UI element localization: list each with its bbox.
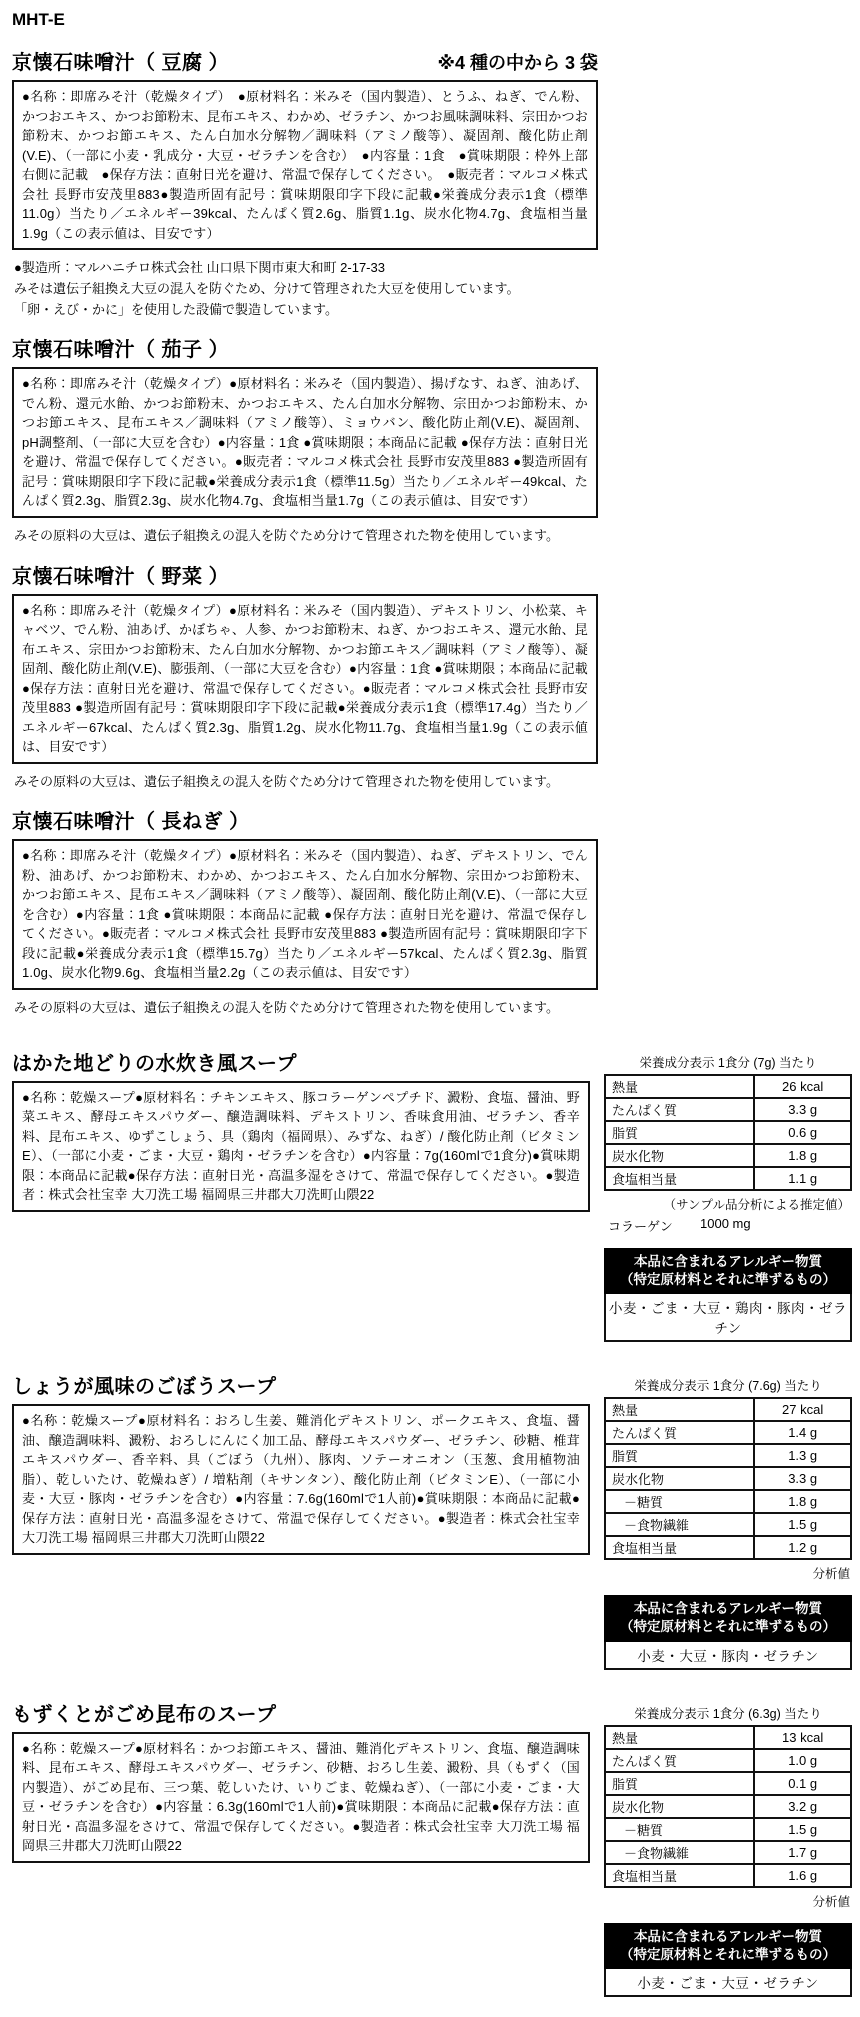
nutrition-value: 1.0 g — [754, 1749, 851, 1772]
section-title: しょうが風味のごぼうスープ — [12, 1376, 277, 1399]
nutrition-label: －食物繊維 — [605, 1841, 754, 1864]
nutrition-label: たんぱく質 — [605, 1098, 754, 1121]
section-miso-vegetable — [12, 560, 598, 793]
nutrition-label: 食塩相当量 — [605, 1536, 754, 1559]
note-line: みその原料の大豆は、遺伝子組換えの混入を防ぐため分けて管理された物を使用しています。 — [14, 527, 559, 543]
nutrition-value: 1.6 g — [754, 1864, 851, 1887]
nutrition-label: 熱量 — [605, 1075, 754, 1098]
nutrition-row — [605, 1726, 851, 1749]
nutrition-row — [605, 1421, 851, 1444]
nutrition-panel — [604, 1370, 852, 1669]
nutrition-value: 1.5 g — [754, 1513, 851, 1536]
section-title: 京懐石味噌汁（ 長ねぎ ） — [12, 811, 250, 834]
nutrition-value: 1.4 g — [754, 1421, 851, 1444]
nutrition-row — [605, 1772, 851, 1795]
allergy-header-line1: 本品に含まれるアレルギー物質 — [633, 1253, 823, 1269]
nutrition-value: 1.7 g — [754, 1841, 851, 1864]
nutrition-row — [605, 1398, 851, 1421]
nutrition-label: 炭水化物 — [605, 1144, 754, 1167]
product-info-box: ●名称：乾燥スープ●原材料名：チキンエキス、豚コラーゲンペプチド、澱粉、食塩、醤油、野菜エキス、酵母エキスパウダー、醸造調味料、デキストリン、香味食用油、ゼラチン、香辛料、昆布エキス、ゆずこしょう、具（鶏肉（福岡県）、みずな、ねぎ）/ 酸化防止剤（ビタミンE）、（一部に小麦・ごま・大豆・鶏肉・ゼラチンを含む）●内容量：7g(160mlで1食分)●賞味期限：本商品に記載●保存方法：直射日光・高温多湿をさけて、常温で保存してください。●製造者：株式会社宝幸 大刀洗工場 福岡県三井郡大刀洗町山隈22 — [12, 1081, 590, 1212]
allergy-header-line2: （特定原材料とそれに準ずるもの） — [620, 1619, 836, 1635]
nutrition-label: 脂質 — [605, 1772, 754, 1795]
allergy-header — [604, 1595, 852, 1641]
allergy-box — [604, 1248, 852, 1342]
allergy-header-line1: 本品に含まれるアレルギー物質 — [633, 1601, 823, 1617]
nutrition-row — [605, 1841, 851, 1864]
nutrition-value: 1.8 g — [754, 1490, 851, 1513]
nutrition-label: 炭水化物 — [605, 1467, 754, 1490]
doc-code: MHT-E — [12, 10, 65, 29]
nutrition-label: たんぱく質 — [605, 1421, 754, 1444]
nutrition-table — [604, 1725, 852, 1888]
nutrition-value: 27 kcal — [754, 1398, 851, 1421]
nutrition-title: 栄養成分表示 1食分 (7g) 当たり — [639, 1055, 817, 1070]
nutrition-value: 13 kcal — [754, 1726, 851, 1749]
allergy-box — [604, 1595, 852, 1669]
nutrition-row — [605, 1167, 851, 1190]
allergy-box — [604, 1923, 852, 1997]
allergy-header-line1: 本品に含まれるアレルギー物質 — [633, 1928, 823, 1944]
nutrition-value: 1.2 g — [754, 1536, 851, 1559]
nutrition-label: 脂質 — [605, 1444, 754, 1467]
nutrition-label: たんぱく質 — [605, 1749, 754, 1772]
nutrition-label: 熱量 — [605, 1398, 754, 1421]
product-info-box: ●名称：乾燥スープ●原材料名：かつお節エキス、醤油、難消化デキストリン、食塩、醸造調味料、昆布エキス、酵母エキスパウダー、ゼラチン、砂糖、おろし生姜、澱粉、具（もずく（国内製造）、がごめ昆布、三つ葉、乾しいたけ、いりごま、乾燥ねぎ）、（一部に小麦・ごま・大豆・ゼラチンを含む）●内容量：6.3g(160mlで1人前)●賞味期限：本商品に記載●保存方法：直射日光・高温多湿をさけて、常温で保存してください。●製造者：株式会社宝幸 大刀洗工場 福岡県三井郡大刀洗町山隈22 — [12, 1732, 590, 1863]
section-title: 京懐石味噌汁（ 豆腐 ） — [12, 52, 230, 74]
nutrition-label: 炭水化物 — [605, 1795, 754, 1818]
nutrition-row — [605, 1795, 851, 1818]
product-info-box: ●名称：乾燥スープ●原材料名：おろし生姜、難消化デキストリン、ポークエキス、食塩、醤油、醸造調味料、澱粉、おろしにんにく加工品、酵母エキスパウダー、ゼラチン、砂糖、椎茸エキスパウダー、香辛料、具（ごぼう（九州）、豚肉、ソテーオニオン（玉葱、食用植物油脂）、乾しいたけ、乾燥ねぎ）/ 増粘剤（キサンタン）、酸化防止剤（ビタミンE）、（一部に小麦・大豆・豚肉・ゼラチンを含む）●内容量：7.6g(160mlで1人前)●賞味期限：本商品に記載●保存方法：直射日光・高温多湿をさけて、常温で保存してください。●製造者：株式会社宝幸 大刀洗工場 福岡県三井郡大刀洗町山隈22 — [12, 1404, 590, 1555]
collagen-label: コラーゲン — [608, 1218, 673, 1234]
nutrition-row — [605, 1864, 851, 1887]
section-miso-tofu — [12, 46, 598, 320]
nutrition-value: 0.1 g — [754, 1772, 851, 1795]
section-notes — [14, 526, 598, 547]
collagen-row — [604, 1216, 852, 1235]
section-miso-eggplant — [12, 333, 598, 546]
pack-count-note: ※4 種の中から 3 袋 — [437, 53, 598, 73]
nutrition-value: 3.3 g — [754, 1467, 851, 1490]
nutrition-label: 食塩相当量 — [605, 1864, 754, 1887]
nutrition-row — [605, 1536, 851, 1559]
section-soup-hakata — [12, 1047, 848, 1342]
nutrition-row — [605, 1098, 851, 1121]
nutrition-footnote: 分析値 — [812, 1567, 850, 1582]
section-notes — [14, 772, 598, 793]
nutrition-label: －糖質 — [605, 1490, 754, 1513]
nutrition-table — [604, 1397, 852, 1560]
section-title: はかた地どりの水炊き風スープ — [12, 1052, 297, 1075]
nutrition-row — [605, 1490, 851, 1513]
nutrition-value: 3.2 g — [754, 1795, 851, 1818]
product-info-box: ●名称：即席みそ汁（乾燥タイプ）●原材料名：米みそ（国内製造）、デキストリン、小松菜、キャベツ、でん粉、油あげ、かぼちゃ、人参、かつお節粉末、ねぎ、かつおエキス、還元水飴、昆布エキス、宗田かつお節粉末、たん白加水分解物、かつお節エキス／調味料（アミノ酸等）、凝固剤、酸化防止剤(V.E)、膨張剤、（一部に大豆を含む）●内容量：1食 ●賞味期限；本商品に記載 ●保存方法：直射日光を避け、常温で保存してください。●販売者：マルコメ株式会社 長野市安茂里883 ●製造所固有記号：賞味期限印字下段に記載●栄養成分表示1食（標準17.4g）当たり／エネルギー67kcal、たんぱく質2.3g、脂質1.2g、炭水化物11.7g、食塩相当量1.9g（この表示値は、目安です） — [12, 594, 598, 764]
nutrition-row — [605, 1121, 851, 1144]
note-line: みその原料の大豆は、遺伝子組換えの混入を防ぐため分けて管理された物を使用しています。 — [14, 999, 559, 1015]
product-info-box: ●名称：即席みそ汁（乾燥タイプ）●原材料名：米みそ（国内製造）、ねぎ、デキストリン、でん粉、油あげ、かつお節粉末、わかめ、かつおエキス、たん白加水分解物、宗田かつお節粉末、かつお節エキス、昆布エキス／調味料（アミノ酸等）、凝固剤、酸化防止剤(V.E)、（一部に大豆を含む）●内容量：1食 ●賞味期限：本商品に記載 ●保存方法：直射日光を避け、常温で保存してください。●販売者：マルコメ株式会社 長野市安茂里883 ●製造所固有記号：賞味期限印字下段に記載●栄養成分表示1食（標準15.7g）当たり／エネルギー57kcal、たんぱく質2.3g、脂質1.0g、炭水化物9.6g、食塩相当量2.2g（この表示値は、目安です） — [12, 839, 598, 990]
allergy-header — [604, 1248, 852, 1294]
nutrition-row — [605, 1513, 851, 1536]
allergy-items: 小麦・大豆・豚肉・ゼラチン — [604, 1642, 852, 1670]
section-miso-leek — [12, 805, 598, 1018]
nutrition-row — [605, 1144, 851, 1167]
nutrition-label: 脂質 — [605, 1121, 754, 1144]
nutrition-value: 1.1 g — [754, 1167, 851, 1190]
note-line: ●製造所：マルハニチロ株式会社 山口県下関市東大和町 2-17-33 — [14, 260, 385, 275]
allergy-items: 小麦・ごま・大豆・鶏肉・豚肉・ゼラチン — [604, 1294, 852, 1342]
allergy-header — [604, 1923, 852, 1969]
nutrition-table — [604, 1074, 852, 1191]
section-title: 京懐石味噌汁（ 野菜 ） — [12, 565, 230, 588]
section-soup-ginger-burdock — [12, 1370, 848, 1669]
nutrition-footnote: （サンプル品分析による推定値） — [663, 1197, 850, 1212]
nutrition-row — [605, 1444, 851, 1467]
nutrition-value: 1.3 g — [754, 1444, 851, 1467]
nutrition-label: －食物繊維 — [605, 1513, 754, 1536]
nutrition-row — [605, 1467, 851, 1490]
nutrition-value: 1.5 g — [754, 1818, 851, 1841]
product-info-box: ●名称：即席みそ汁（乾燥タイプ） ●原材料名：米みそ（国内製造）、とうふ、ねぎ、でん粉、かつおエキス、かつお節粉末、昆布エキス、わかめ、ゼラチン、かつお風味調味料、宗田かつお節粉末、かつお節エキス、たん白加水分解物／調味料（アミノ酸等）、凝固剤、酸化防止剤(V.E)、（一部に小麦・乳成分・大豆・ゼラチンを含む） ●内容量：1食 ●賞味期限：枠外上部右側に記載 ●保存方法：直射日光を避け、常温で保存してください。 ●販売者：マルコメ株式会社 長野市安茂里883●製造所固有記号：賞味期限印字下段に記載●栄養成分表示1食（標準11.0g）当たり／エネルギー39kcal、たんぱく質2.6g、脂質1.1g、炭水化物4.7g、食塩相当量1.9g（この表示値は、目安です） — [12, 80, 598, 250]
allergy-items: 小麦・ごま・大豆・ゼラチン — [604, 1969, 852, 1997]
nutrition-value: 0.6 g — [754, 1121, 851, 1144]
nutrition-value: 1.8 g — [754, 1144, 851, 1167]
nutrition-label: 食塩相当量 — [605, 1167, 754, 1190]
collagen-value: 1000 mg — [700, 1215, 751, 1231]
nutrition-row — [605, 1818, 851, 1841]
note-line: 「卵・えび・かに」を使用した設備で製造しています。 — [14, 301, 338, 317]
allergy-header-line2: （特定原材料とそれに準ずるもの） — [620, 1946, 836, 1962]
section-notes — [14, 998, 598, 1019]
product-info-box: ●名称：即席みそ汁（乾燥タイプ）●原材料名：米みそ（国内製造）、揚げなす、ねぎ、油あげ、でん粉、還元水飴、かつお節粉末、かつおエキス、たん白加水分解物、宗田かつお節粉末、かつお節エキス、昆布エキス／調味料（アミノ酸等）、ミョウバン、酸化防止剤(V.E)、凝固剤、pH調整剤、（一部に大豆を含む）●内容量：1食 ●賞味期限；本商品に記載 ●保存方法：直射日光を避け、常温で保存してください。●販売者：マルコメ株式会社 長野市安茂里883 ●製造所固有記号：賞味期限印字下段に記載●栄養成分表示1食（標準11.5g）当たり／エネルギー49kcal、たんぱく質2.3g、脂質2.3g、炭水化物4.7g、食塩相当量1.7g（この表示値は、目安です） — [12, 367, 598, 518]
allergy-header-line2: （特定原材料とそれに準ずるもの） — [620, 1272, 836, 1287]
nutrition-footnote: 分析値 — [812, 1894, 850, 1909]
note-line: みそは遺伝子組換え大豆の混入を防ぐため、分けて管理された大豆を使用しています。 — [14, 280, 520, 296]
nutrition-row — [605, 1749, 851, 1772]
section-notes — [14, 258, 598, 320]
nutrition-value: 26 kcal — [754, 1075, 851, 1098]
nutrition-panel — [604, 1047, 852, 1342]
section-soup-mozuku-kombu — [12, 1698, 848, 1997]
nutrition-value: 3.3 g — [754, 1098, 851, 1121]
nutrition-panel — [604, 1698, 852, 1997]
nutrition-title: 栄養成分表示 1食分 (7.6g) 当たり — [634, 1379, 822, 1394]
note-line: みその原料の大豆は、遺伝子組換えの混入を防ぐため分けて管理された物を使用しています。 — [14, 773, 559, 789]
section-title: もずくとがごめ昆布のスープ — [12, 1703, 277, 1726]
nutrition-row — [605, 1075, 851, 1098]
nutrition-label: 熱量 — [605, 1726, 754, 1749]
nutrition-label: －糖質 — [605, 1818, 754, 1841]
nutrition-title: 栄養成分表示 1食分 (6.3g) 当たり — [634, 1706, 822, 1721]
section-title: 京懐石味噌汁（ 茄子 ） — [12, 339, 230, 362]
